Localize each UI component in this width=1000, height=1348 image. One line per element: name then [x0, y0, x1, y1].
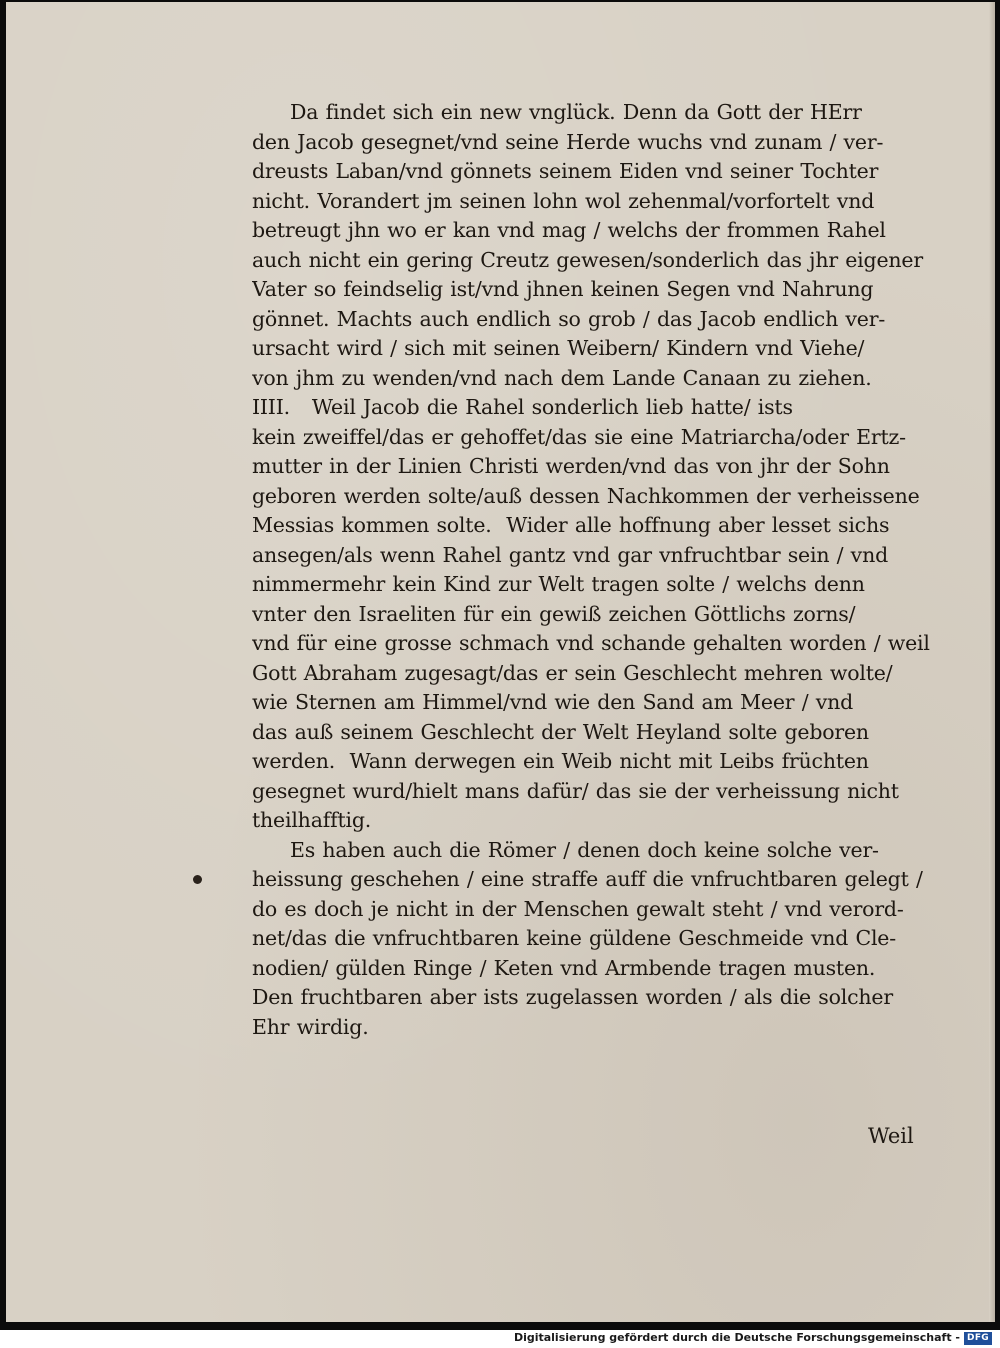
text-line: das auß seinem Geschlecht der Welt Heyland solte geboren [252, 719, 869, 744]
text-line: ursacht wird / sich mit seinen Weibern/ Kindern vnd Viehe/ [252, 336, 865, 360]
text-line: net/das die vnfruchtbaren keine güldene Geschmeide vnd Cle- [252, 926, 896, 950]
text-line: heissung geschehen / eine straffe auff die vnfruchtbaren gelegt / [252, 867, 923, 891]
text-line: dreusts Laban/vnd gönnets seinem Eiden vnd seiner Tochter [252, 159, 879, 183]
text-line: geboren werden solte/auß dessen Nachkommen der verheissene [252, 483, 920, 508]
text-line: Ehr wirdig. [252, 1014, 369, 1039]
dfg-logo-icon: DFG [964, 1332, 992, 1345]
text-line: Vater so feindselig ist/vnd jhnen keinen Segen vnd Nahrung [252, 277, 874, 301]
footer-bar [0, 1330, 1000, 1348]
text-line: betreugt jhn wo er kan vnd mag / welchs der frommen Rahel [252, 218, 886, 242]
text-line: Messias kommen solte. Wider alle hoffnung aber lesset sichs [252, 513, 890, 537]
text-line: ansegen/als wenn Rahel gantz vnd gar vnfruchtbar sein / vnd [252, 542, 888, 567]
text-line: nicht. Vorandert jm seinen lohn wol zehenmal/vorfortelt vnd [252, 188, 875, 213]
text-line: wie Sternen am Himmel/vnd wie den Sand am Meer / vnd [252, 690, 854, 714]
text-line: auch nicht ein gering Creutz gewesen/sonderlich das jhr eigener [252, 247, 923, 272]
text-line: vnd für eine grosse schmach vnd schande gehalten worden / weil [252, 631, 930, 655]
text-line: kein zweiffel/das er gehoffet/das sie eine Matriarcha/oder Ertz- [252, 424, 906, 449]
text-line: vnter den Israeliten für ein gewiß zeichen Göttlichs zorns/ [252, 601, 856, 626]
text-line: nimmermehr kein Kind zur Welt tragen solte / welchs denn [252, 572, 865, 596]
text-line: Gott Abraham zugesagt/das er sein Geschlecht mehren wolte/ [252, 660, 893, 685]
text-line: von jhm zu wenden/vnd nach dem Lande Canaan zu ziehen. [252, 365, 872, 390]
text-line: Den fruchtbaren aber ists zugelassen worden / als die solcher [252, 985, 893, 1009]
page-edge-shadow [989, 2, 995, 1322]
catchword: Weil [868, 1124, 914, 1148]
text-line: Es haben auch die Römer / denen doch keine solche ver- [290, 837, 879, 862]
text-line: gönnet. Machts auch endlich so grob / das Jacob endlich ver- [252, 306, 886, 331]
text-line: theilhafftig. [252, 808, 372, 832]
text-line: mutter in der Linien Christi werden/vnd das von jhr der Sohn [252, 454, 890, 478]
ink-spot [193, 875, 202, 884]
text-line: nodien/ gülden Ringe / Keten vnd Armbende tragen musten. [252, 955, 876, 980]
section-heading-line: IIII. Weil Jacob die Rahel sonderlich lieb hatte/ ists [252, 395, 793, 419]
funding-notice: Digitalisierung gefördert durch die Deutsche Forschungsgemeinschaft - [513, 1331, 960, 1344]
text-line: gesegnet wurd/hielt mans dafür/ das sie der verheissung nicht [252, 778, 899, 803]
text-line: den Jacob gesegnet/vnd seine Herde wuchs vnd zunam / ver- [252, 129, 884, 154]
body-text [252, 98, 932, 1042]
text-line: do es doch je nicht in der Menschen gewalt steht / vnd verord- [252, 896, 904, 921]
text-line: Da findet sich ein new vnglück. Denn da Gott der HErr [290, 100, 862, 124]
text-line: werden. Wann derwegen ein Weib nicht mit Leibs früchten [252, 749, 869, 773]
